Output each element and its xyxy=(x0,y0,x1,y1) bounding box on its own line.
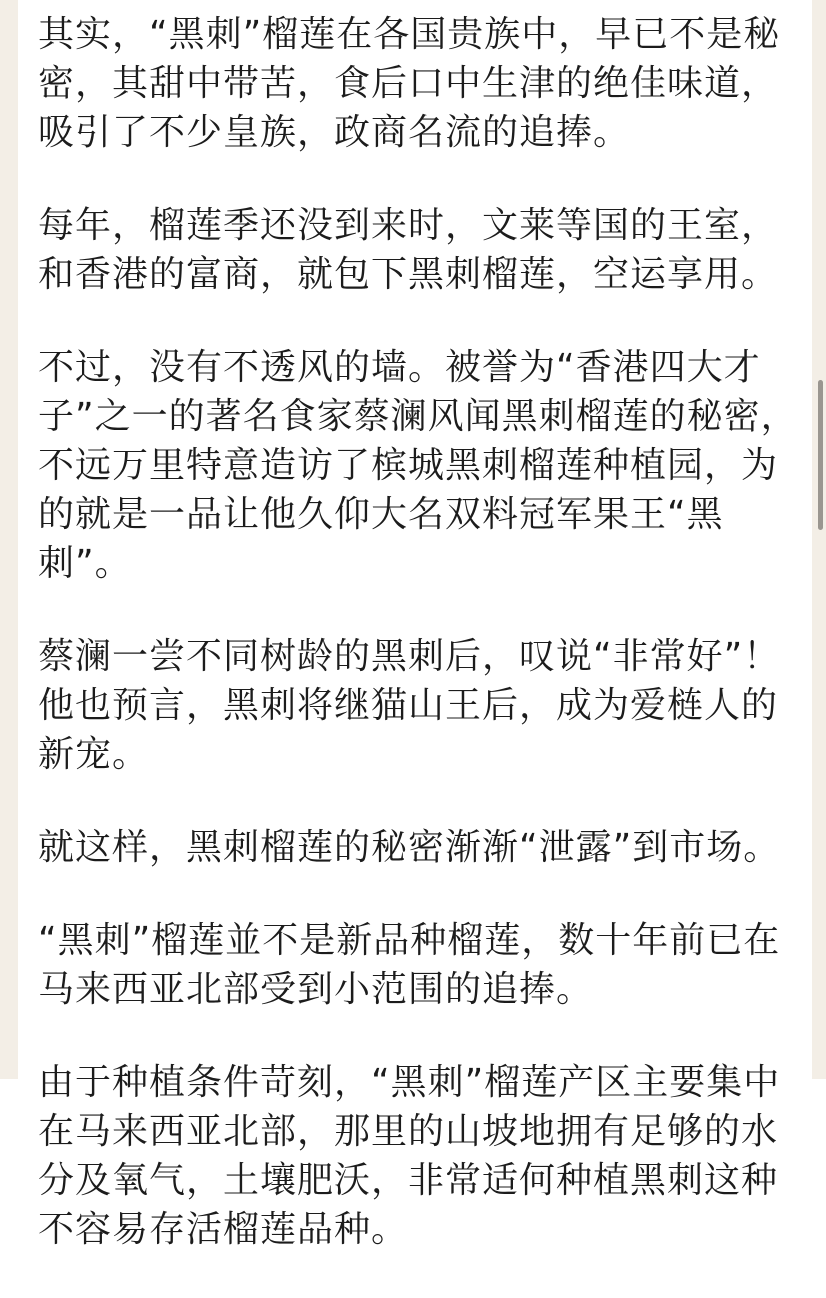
paragraph-royal-airfreight: 每年，榴莲季还没到来时，文莱等国的王室，和香港的富商，就包下黑刺榴莲，空运享用。 xyxy=(38,205,779,295)
paragraph-chua-lam-visit: 不过，没有不透风的墙。被誉为“香港四大才子”之一的著名食家蔡澜风闻黑刺榴莲的秘密，不远万里特意造访了槟城黑刺榴莲种植园，为的就是一品让他久仰大名双料冠军果王“黑刺”。 xyxy=(38,347,798,584)
scrollbar-thumb[interactable] xyxy=(818,380,823,530)
paragraph-nobles-secret: 其实，“黑刺”榴莲在各国贵族中，早已不是秘密，其甜中带苦，食后口中生津的绝佳味道，吸引了不少皇族，政商名流的追捧。 xyxy=(38,14,781,153)
paragraph-growing-conditions: 由于种植条件苛刻，“黑刺”榴莲产区主要集中在马来西亚北部，那里的山坡地拥有足够的水分及氧气，土壤肥沃，非常适何种植黑刺这种不容易存活榴莲品种。 xyxy=(38,1062,781,1250)
page-edge-right xyxy=(812,0,826,1079)
paragraph-not-new-variety: “黑刺”榴莲並不是新品种榴莲，数十年前已在马来西亚北部受到小范围的追捧。 xyxy=(38,920,781,1010)
paragraph-chua-lam-praise: 蔡澜一尝不同树龄的黑刺后，叹说“非常好”！他也预言，黑刺将继猫山王后，成为爱梿人的新宠。 xyxy=(38,636,781,775)
paragraph-secret-leaked: 就这样，黑刺榴莲的秘密渐渐“泄露”到市场。 xyxy=(38,827,781,868)
page-edge-left xyxy=(0,0,18,1079)
article-body xyxy=(38,10,798,1298)
